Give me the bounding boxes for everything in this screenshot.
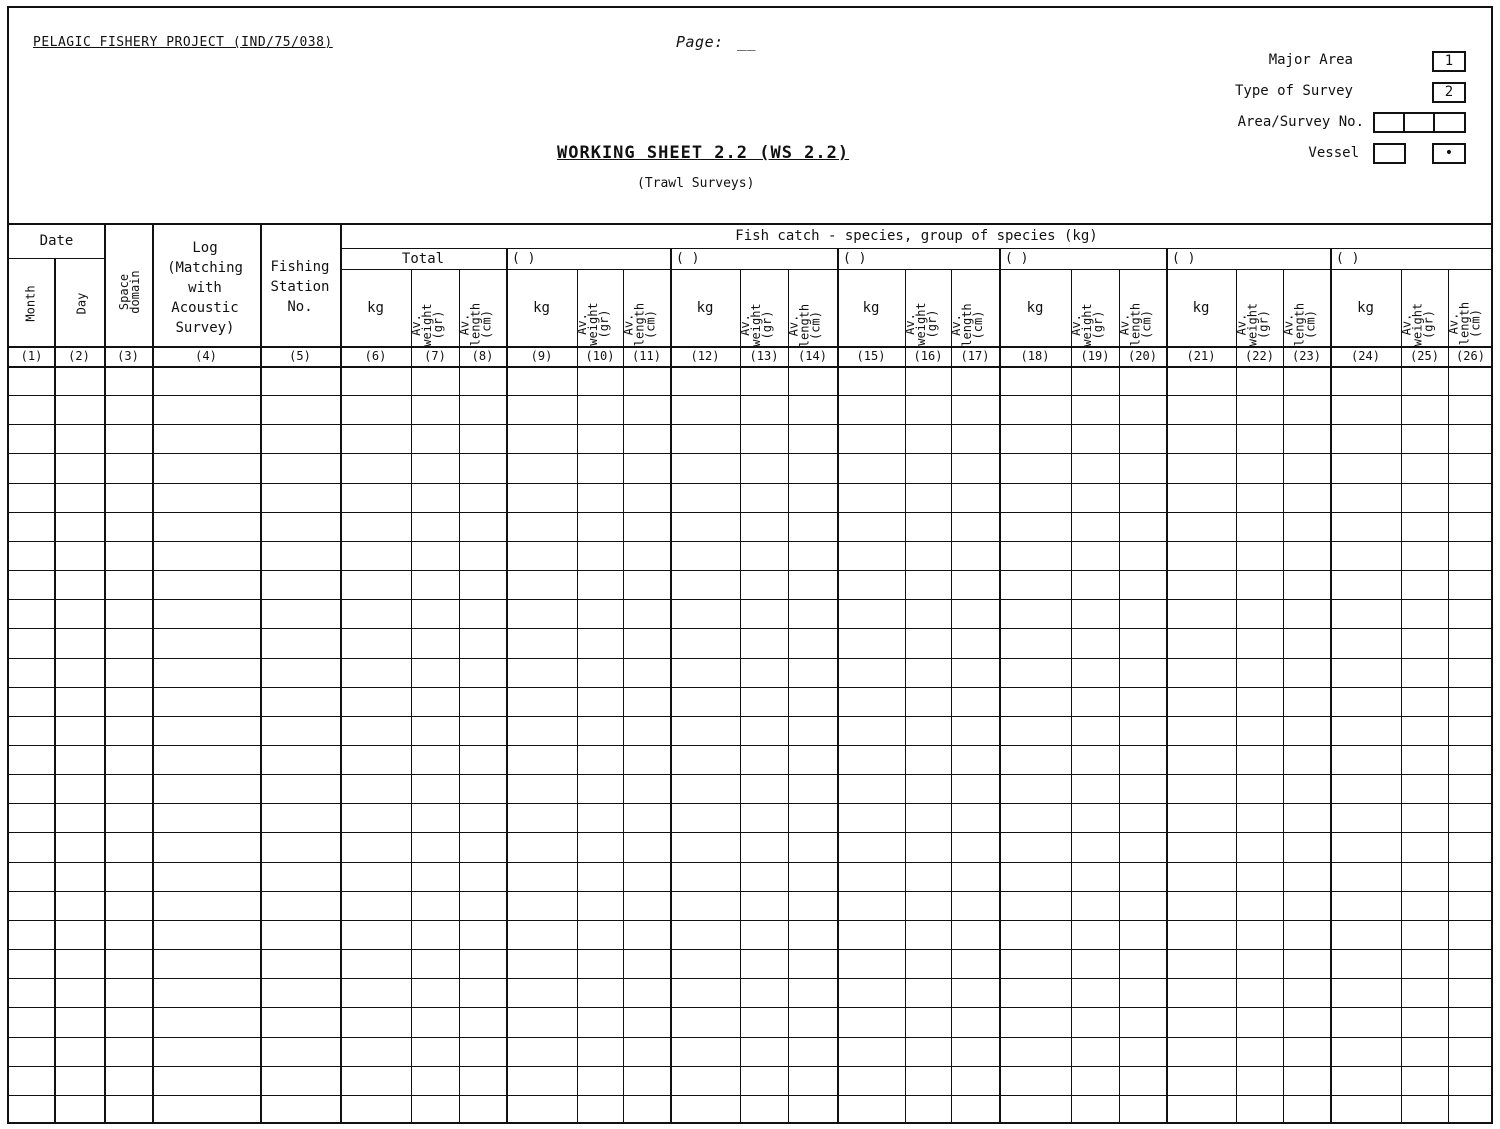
box-divider [1403, 112, 1405, 133]
column-line [577, 269, 578, 1124]
kg-header: kg [367, 300, 384, 316]
av-weight-header: Av. weight (gr) [409, 303, 445, 347]
project-title: PELAGIC FISHERY PROJECT (IND/75/038) [33, 35, 333, 50]
month-header: Month [23, 285, 38, 322]
column-number: (10) [585, 349, 615, 363]
column-line [788, 269, 789, 1124]
table-row[interactable] [9, 512, 1493, 513]
column-number: (1) [20, 349, 43, 363]
column-line [1283, 269, 1284, 1124]
column-number: (13) [749, 349, 779, 363]
column-number: (14) [798, 349, 827, 363]
table-row[interactable] [9, 949, 1493, 950]
column-line [1119, 269, 1120, 1124]
column-number: (16) [913, 349, 943, 363]
day-header: Day [74, 292, 89, 315]
table-row[interactable] [9, 862, 1493, 863]
group-total-label: Total [401, 251, 445, 267]
column-number: (23) [1292, 349, 1321, 363]
table-top-border [9, 223, 1493, 225]
column-number: (26) [1456, 349, 1485, 363]
date-header: Date [39, 233, 74, 249]
av-weight-header: Av. weight (gr) [1399, 302, 1435, 347]
column-line [506, 248, 508, 1124]
column-number: (7) [424, 349, 446, 363]
table-row[interactable] [9, 483, 1493, 484]
av-length-header: Av. length (cm) [786, 303, 822, 348]
column-line [1166, 248, 1168, 1124]
table-row[interactable] [9, 453, 1493, 454]
group-species-label[interactable]: ( ) [1336, 251, 1360, 266]
space-domain-header: Space domain [117, 270, 142, 314]
column-number: (22) [1245, 349, 1274, 363]
table-row[interactable] [9, 1066, 1493, 1067]
column-line [951, 269, 952, 1124]
column-number: (18) [1020, 349, 1050, 363]
table-row[interactable] [9, 628, 1493, 629]
av-length-header: Av. length (cm) [621, 302, 657, 347]
column-number: (21) [1186, 349, 1216, 363]
page-number[interactable]: __ [737, 33, 757, 51]
column-number: (24) [1351, 349, 1380, 363]
av-weight-header: Av. weight (gr) [1234, 302, 1270, 347]
table-row[interactable] [9, 978, 1493, 979]
fish-catch-header: Fish catch - species, group of species (kg) [735, 228, 1098, 244]
column-number: (11) [632, 349, 661, 363]
group-species-label[interactable]: ( ) [1005, 251, 1029, 266]
table-row[interactable] [9, 1007, 1493, 1008]
av-weight-header: Av. weight (gr) [903, 302, 939, 346]
av-length-header: Av. length (cm) [1281, 302, 1317, 347]
group-divider [340, 269, 1493, 270]
column-number: (17) [960, 349, 990, 363]
table-row[interactable] [9, 774, 1493, 775]
table-row[interactable] [9, 687, 1493, 688]
column-number: (25) [1410, 349, 1439, 363]
table-row[interactable] [9, 1095, 1493, 1096]
column-number: (20) [1128, 349, 1157, 363]
table-row[interactable] [9, 541, 1493, 542]
survey-type-box[interactable]: 2 [1432, 82, 1466, 103]
survey-type-label: Type of Survey [1234, 83, 1353, 99]
av-weight-header: Av. weight (gr) [738, 303, 774, 347]
table-row[interactable] [9, 570, 1493, 571]
av-weight-header: Av. weight (gr) [575, 302, 611, 346]
table-row[interactable] [9, 803, 1493, 804]
number-row-bottom [9, 366, 1493, 368]
table-row[interactable] [9, 1037, 1493, 1038]
kg-header: kg [1026, 300, 1044, 316]
column-line [837, 248, 839, 1124]
table-row[interactable] [9, 658, 1493, 659]
group-species-label[interactable]: ( ) [676, 251, 700, 266]
table-row[interactable] [9, 716, 1493, 717]
table-row[interactable] [9, 395, 1493, 396]
sheet-subtitle: (Trawl Surveys) [637, 176, 755, 191]
column-line [1448, 269, 1449, 1124]
box-divider [1433, 112, 1435, 133]
column-line [623, 269, 624, 1124]
vessel-label: Vessel [1308, 145, 1359, 161]
page-label: Page: [676, 33, 724, 51]
kg-header: kg [1357, 300, 1374, 316]
table-row[interactable] [9, 832, 1493, 833]
sheet-title: WORKING SHEET 2.2 (WS 2.2) [557, 143, 850, 163]
column-line [1330, 248, 1332, 1124]
table-row[interactable] [9, 920, 1493, 921]
major-area-box[interactable]: 1 [1432, 51, 1466, 72]
kg-header: kg [533, 300, 550, 316]
av-weight-header: Av. weight (gr) [1069, 303, 1105, 347]
table-row[interactable] [9, 424, 1493, 425]
group-species-label[interactable]: ( ) [512, 251, 536, 266]
table-row[interactable] [9, 745, 1493, 746]
vessel-box-1[interactable] [1373, 143, 1406, 164]
column-number: (3) [117, 349, 139, 363]
column-line [999, 248, 1001, 1124]
group-species-label[interactable]: ( ) [1172, 251, 1196, 266]
column-number: (12) [690, 349, 720, 363]
column-line [459, 269, 460, 1124]
column-number: (19) [1080, 349, 1110, 363]
column-number: (2) [68, 349, 90, 363]
column-line [905, 269, 906, 1124]
kg-header: kg [696, 300, 714, 316]
column-number: (9) [530, 349, 553, 363]
av-length-header: Av. length (cm) [1117, 302, 1153, 347]
column-line [1236, 269, 1237, 1124]
av-length-header: Av. length (cm) [457, 302, 493, 347]
column-line [1401, 269, 1402, 1124]
column-line [411, 269, 412, 1124]
column-line [670, 248, 672, 1124]
log-header: Log (Matching with Acoustic Survey) [167, 240, 243, 336]
column-number: (4) [195, 349, 217, 363]
table-row[interactable] [9, 599, 1493, 600]
table-row[interactable] [9, 891, 1493, 892]
kg-header: kg [1192, 300, 1210, 316]
group-species-label[interactable]: ( ) [843, 251, 867, 266]
av-length-header: Av. length (cm) [949, 303, 985, 347]
av-length-header: Av. length (cm) [1446, 301, 1482, 346]
vessel-box-2[interactable]: • [1432, 143, 1466, 164]
working-sheet [7, 6, 1493, 1124]
column-number: (15) [856, 349, 886, 363]
column-number: (8) [471, 349, 494, 363]
column-line [740, 269, 741, 1124]
column-number: (5) [289, 349, 311, 363]
kg-header: kg [862, 300, 880, 316]
area-survey-no-label: Area/Survey No. [1237, 114, 1364, 130]
date-divider [9, 258, 104, 259]
station-header: Fishing Station No. [270, 259, 330, 315]
area-survey-no-box[interactable] [1373, 112, 1466, 133]
major-area-label: Major Area [1268, 52, 1353, 68]
column-number: (6) [364, 349, 387, 363]
column-line [54, 258, 56, 1124]
column-line [1071, 269, 1072, 1124]
